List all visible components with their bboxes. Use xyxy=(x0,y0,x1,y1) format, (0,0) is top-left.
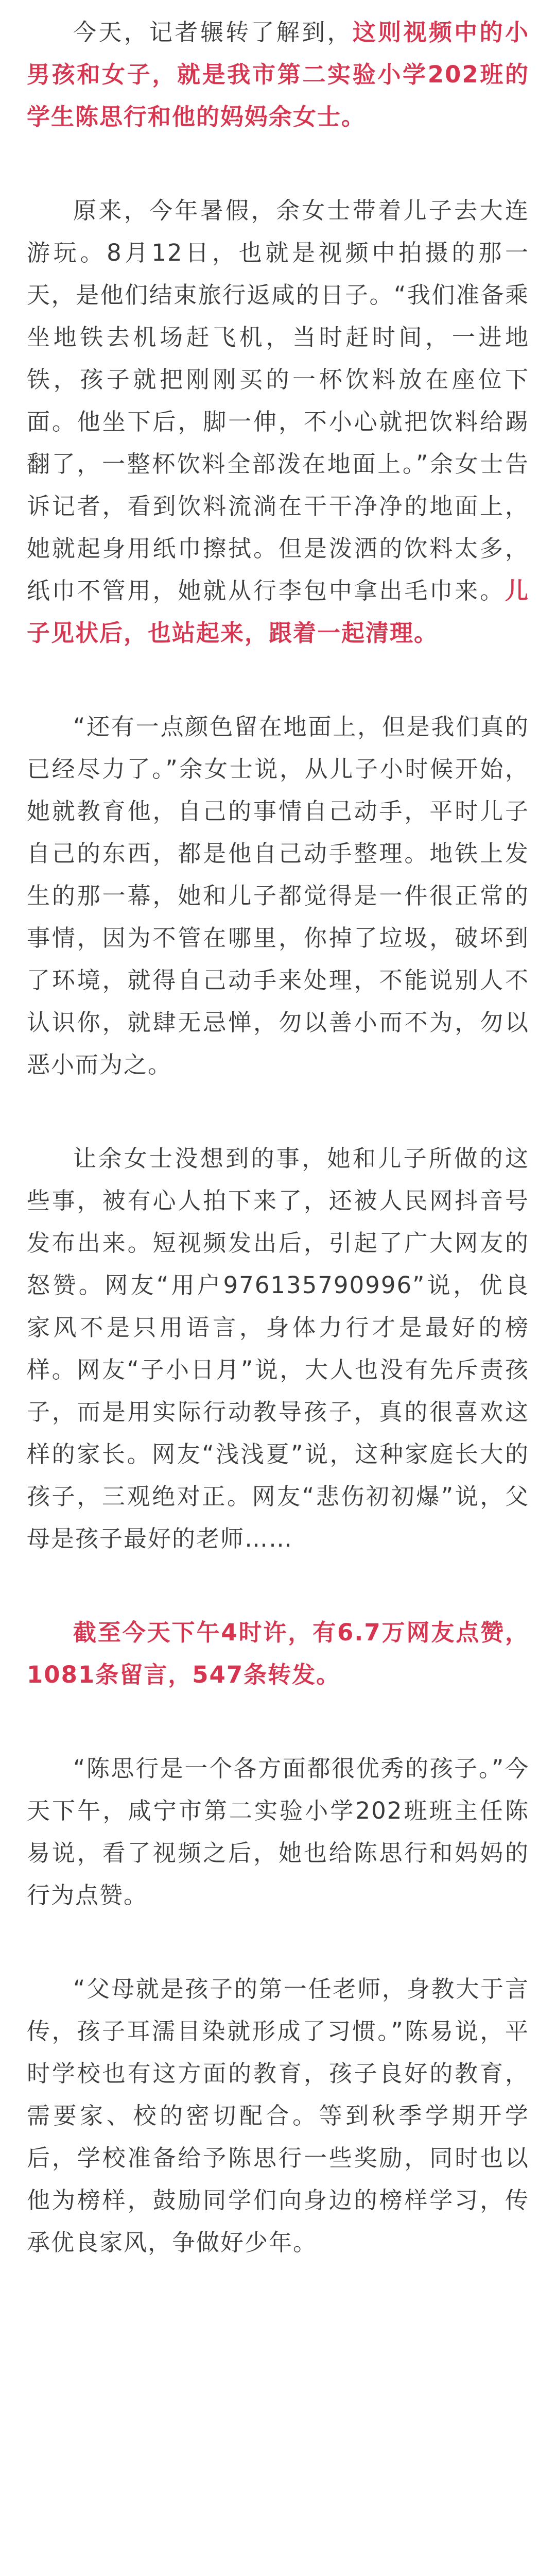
paragraph-1-highlight: 这则视频中的小男孩和女子，就是我市第二实验小学202班的学生陈思行和他的妈妈余女士。 xyxy=(27,19,529,130)
paragraph-4-text: 让余女士没想到的事，她和儿子所做的这些事，被有心人拍下来了，还被人民网抖音号发布出来。短视频发出后，引起了广大网友的怒赞。网友“用户976135790996”说，优良家风不是只用语言，身体力行才是最好的榜样。网友“子小日月”说，大人也没有先斥责孩子，而是用实际行动教导孩子，真的很喜欢这样的家长。网友“浅浅夏”说，这种家庭长大的孩子，三观绝对正。网友“悲伤初初爆”说，父母是孩子最好的老师…… xyxy=(27,1145,529,1552)
paragraph-5-highlight xyxy=(27,1612,529,1696)
paragraph-6 xyxy=(27,1748,529,1917)
paragraph-3 xyxy=(27,706,529,1086)
paragraph-2 xyxy=(27,190,529,654)
paragraph-2-text: 原来，今年暑假，余女士带着儿子去大连游玩。8月12日，也就是视频中拍摄的那一天，是他们结束旅行返咸的日子。“我们准备乘坐地铁去机场赶飞机，当时赶时间，一进地铁，孩子就把刚刚买的一杯饮料放在座位下面。他坐下后，脚一伸，不小心就把饮料给踢翻了，一整杯饮料全部泼在地面上。”余女士告诉记者，看到饮料流淌在干干净净的地面上，她就起身用纸巾擦拭。但是泼洒的饮料太多，纸巾不管用，她就从行李包中拿出毛巾来。 xyxy=(27,197,529,604)
paragraph-7 xyxy=(27,1968,529,2264)
paragraph-2-highlight: 儿子见状后，也站起来，跟着一起清理。 xyxy=(27,577,529,647)
paragraph-3-text: “还有一点颜色留在地面上，但是我们真的已经尽力了。”余女士说，从儿子小时候开始，她就教育他，自己的事情自己动手，平时儿子自己的东西，都是他自己动手整理。地铁上发生的那一幕，她和儿子都觉得是一件很正常的事情，因为不管在哪里，你掉了垃圾，破坏到了环境，就得自己动手来处理，不能说别人不认识你，就肆无忌惮，勿以善小而不为，勿以恶小而为之。 xyxy=(27,713,529,1078)
paragraph-6-text: “陈思行是一个各方面都很优秀的孩子。”今天下午，咸宁市第二实验小学202班班主任陈易说，看了视频之后，她也给陈思行和妈妈的行为点赞。 xyxy=(27,1755,529,1909)
paragraph-5-text: 截至今天下午4时许，有6.7万网友点赞，1081条留言，547条转发。 xyxy=(27,1619,529,1688)
paragraph-1 xyxy=(27,11,529,138)
paragraph-7-text: “父母就是孩子的第一任老师，身教大于言传，孩子耳濡目染就形成了习惯。”陈易说，平时学校也有这方面的教育，孩子良好的教育，需要家、校的密切配合。等到秋季学期开学后，学校准备给予陈思行一些奖励，同时也以他为榜样，鼓励同学们向身边的榜样学习，传承优良家风，争做好少年。 xyxy=(27,1975,529,2256)
paragraph-4 xyxy=(27,1138,529,1560)
paragraph-1-text: 今天，记者辗转了解到， xyxy=(73,19,353,46)
